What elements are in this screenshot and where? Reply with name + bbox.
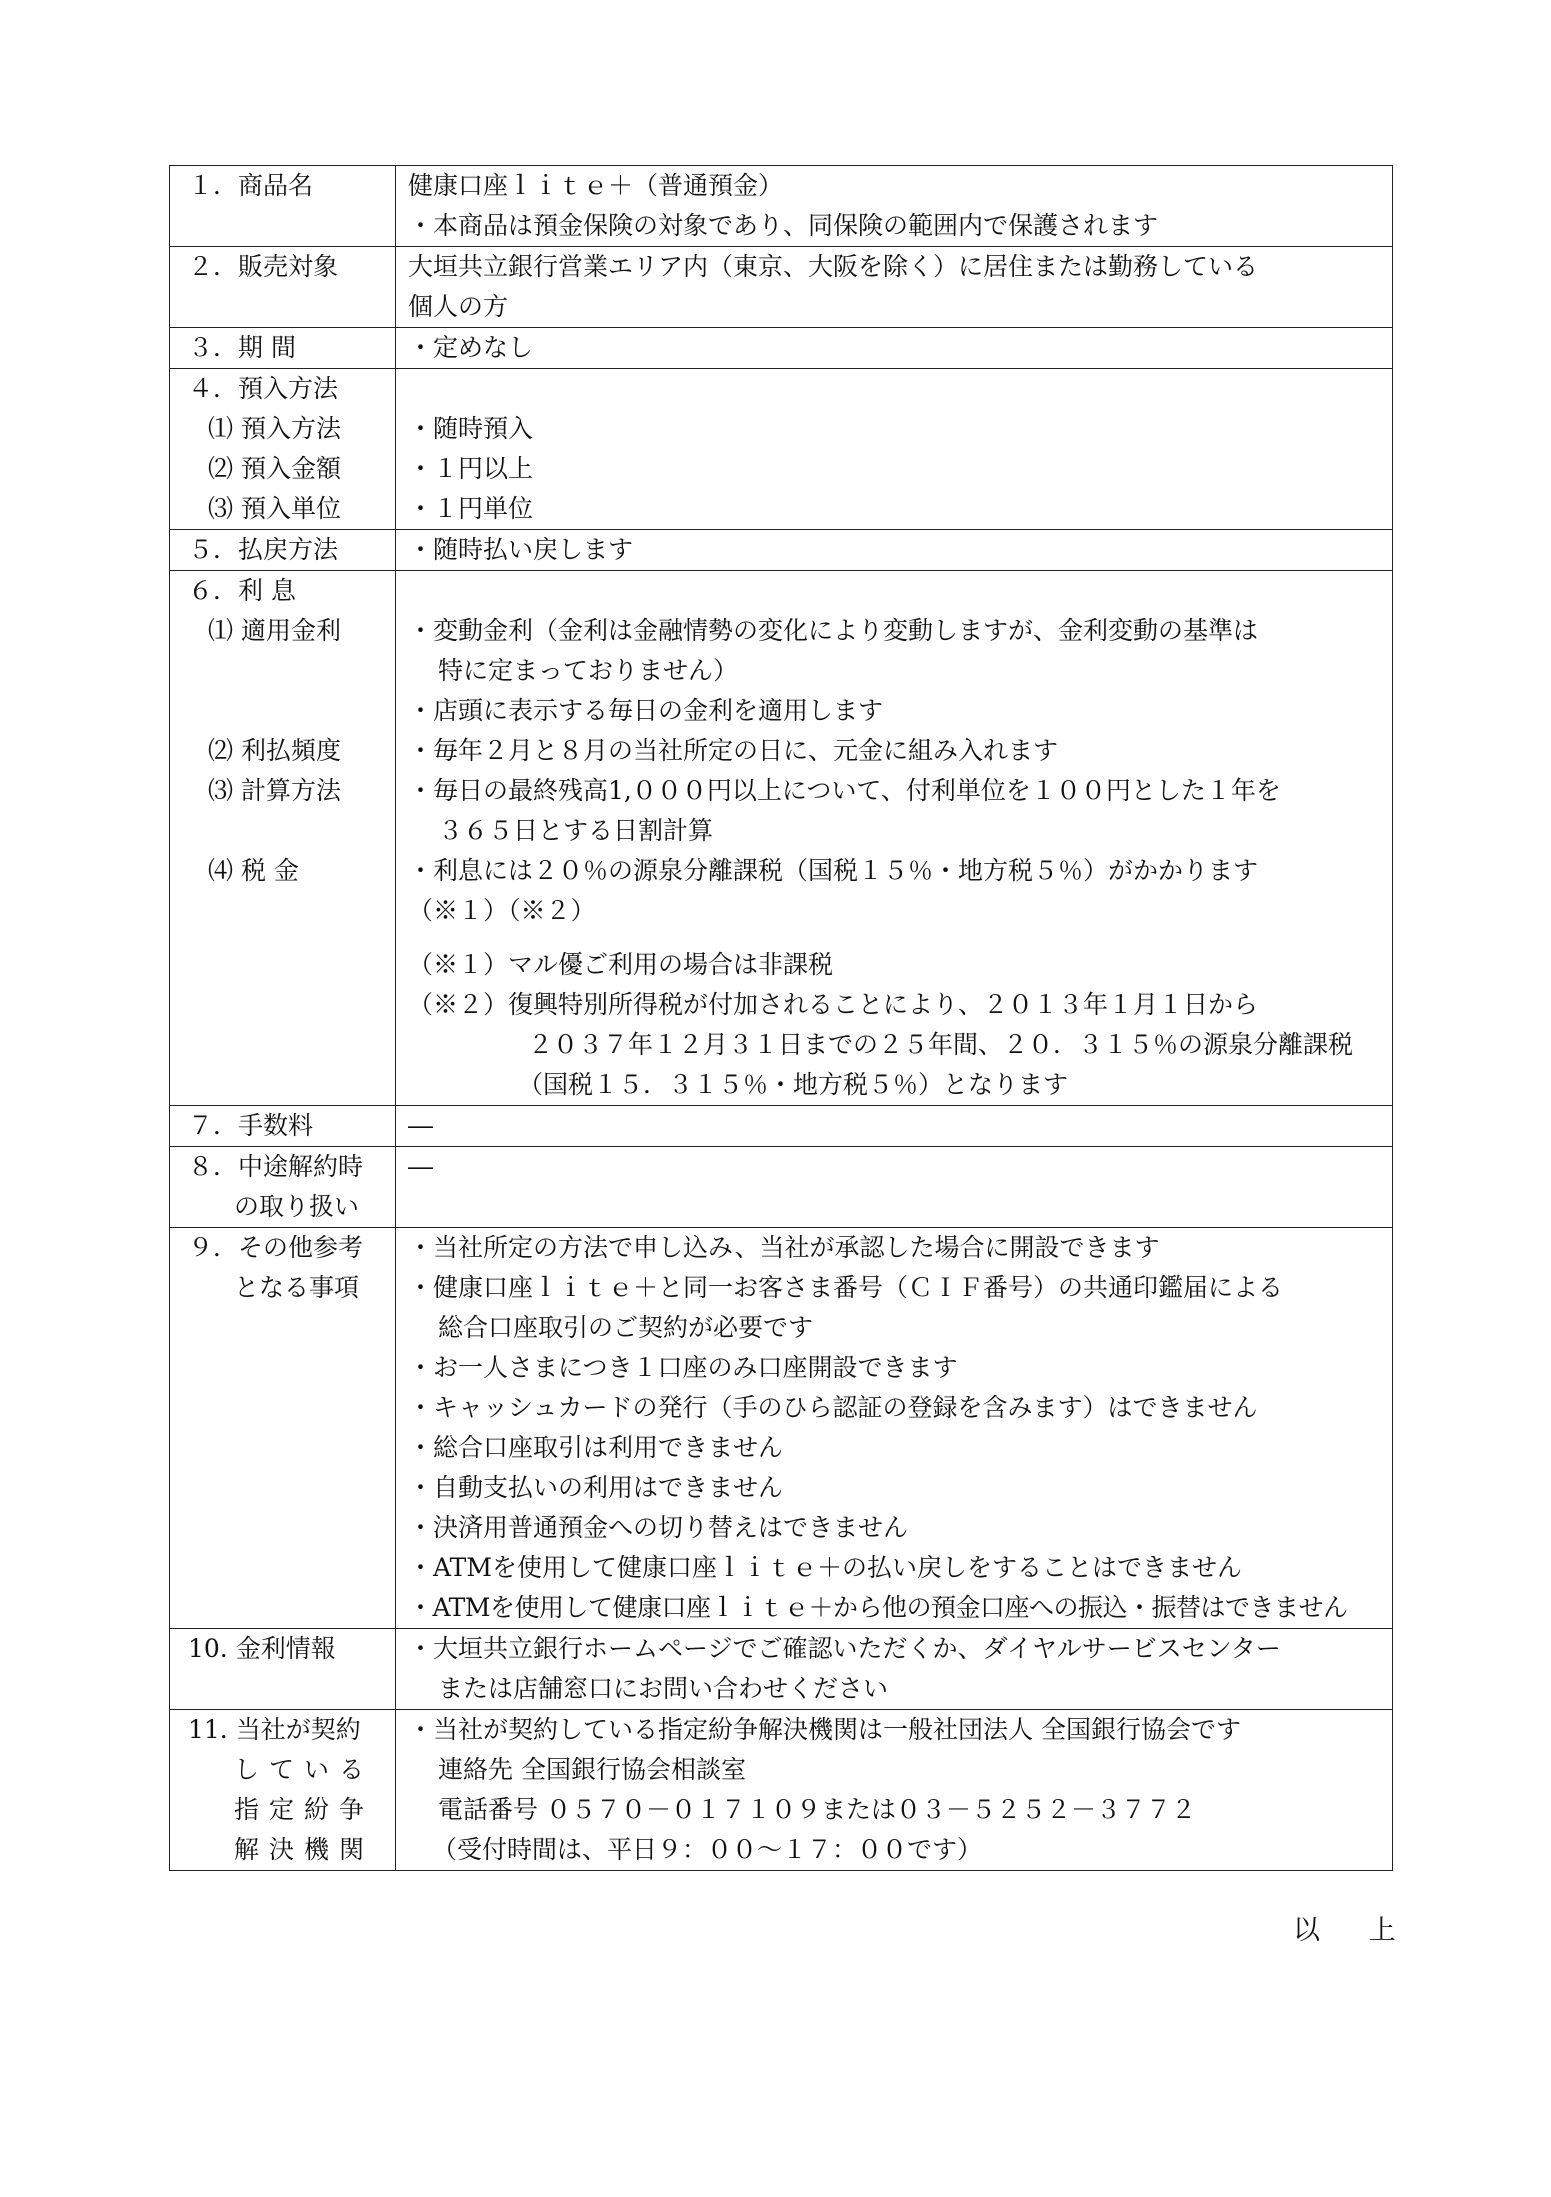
footnote: （※１）マル優ご利用の場合は非課税 — [408, 950, 834, 979]
row-text: ・毎日の最終残高1,０００円以上について、付利単位を１００円とした１年を — [408, 776, 1281, 805]
row-label: 指定紛争 — [234, 1795, 375, 1824]
product-spec-table — [169, 165, 1393, 1871]
row-text: ・キャッシュカードの発行（手のひら認証の登録を含みます）はできません — [408, 1393, 1258, 1422]
row-label: ８．中途解約時 — [188, 1152, 364, 1181]
table-row — [170, 1147, 1393, 1228]
product-name: 健康口座ｌｉｔｅ＋（普通預金） — [408, 171, 784, 200]
table-row — [170, 1106, 1393, 1147]
row-text: ・自動支払いの利用はできません — [408, 1473, 784, 1502]
row-text: ・随時預入 — [408, 414, 534, 443]
footnote: ２０３７年１２月３１日までの２５年間、２０．３１５％の源泉分離課税 — [528, 1030, 1354, 1059]
row-text: ・総合口座取引は利用できません — [408, 1433, 784, 1462]
row-text: ・ATMを使用して健康口座ｌｉｔｅ＋の払い戻しをすることはできません — [408, 1553, 1242, 1582]
row-text: （※１）（※２） — [408, 896, 596, 925]
row-text: ・大垣共立銀行ホームページでご確認いただくか、ダイヤルサービスセンター — [408, 1634, 1281, 1663]
row-label: の取り扱い — [234, 1192, 360, 1221]
row-text: ・店頭に表示する毎日の金利を適用します — [408, 696, 884, 725]
table-row — [170, 1710, 1393, 1871]
row-label: ６．利 息 — [188, 576, 296, 605]
row-text: ・当社所定の方法で申し込み、当社が承認した場合に開設できます — [408, 1233, 1160, 1262]
sub-label: ⑶ 計算方法 — [208, 776, 341, 805]
table-row — [170, 530, 1393, 571]
row-text: ・随時払い戻します — [408, 535, 634, 564]
row-text: 総合口座取引のご契約が必要です — [438, 1313, 814, 1342]
row-text: 連絡先 全国銀行協会相談室 — [438, 1755, 746, 1784]
row-text: ・１円単位 — [408, 494, 534, 523]
row-label: ２．販売対象 — [188, 252, 339, 281]
row-label: 11. 当社が契約 — [188, 1715, 361, 1744]
row-text: 大垣共立銀行営業エリア内（東京、大阪を除く）に居住または勤務している — [408, 252, 1259, 281]
row-label: ４．預入方法 — [188, 374, 339, 403]
row-text: ・毎年２月と８月の当社所定の日に、元金に組み入れます — [408, 736, 1059, 765]
sub-label: ⑴ 適用金利 — [208, 616, 341, 645]
sub-label: ⑵ 利払頻度 — [208, 736, 341, 765]
row-text: ― — [408, 1152, 433, 1181]
row-text: または店舗窓口にお問い合わせください — [438, 1674, 889, 1703]
row-label: となる事項 — [234, 1273, 360, 1302]
row-text: ・当社が契約している指定紛争解決機関は一般社団法人 全国銀行協会です — [408, 1715, 1241, 1744]
row-text: 個人の方 — [408, 292, 509, 321]
row-label: 10. 金利情報 — [188, 1634, 336, 1663]
row-label: ９．その他参考 — [188, 1233, 364, 1262]
table-row — [170, 166, 1393, 247]
table-row — [170, 247, 1393, 328]
table-row — [170, 571, 1393, 1106]
row-text: ・お一人さまにつき１口座のみ口座開設できます — [408, 1353, 958, 1382]
reception-hours: （受付時間は、平日９：００～１７：００です） — [432, 1835, 983, 1864]
row-label: ５．払戻方法 — [188, 535, 339, 564]
row-text: ・健康口座ｌｉｔｅ＋と同一お客さま番号（ＣＩＦ番号）の共通印鑑届による — [408, 1273, 1284, 1302]
row-text: ・１円以上 — [408, 454, 534, 483]
row-text: ・利息には２０％の源泉分離課税（国税１５％・地方税５％）がかかります — [408, 856, 1259, 885]
table-row — [170, 369, 1393, 530]
phone-number: 電話番号 ０５７０－０１７１０９または０３－５２５２－３７７２ — [438, 1795, 1196, 1824]
product-note: ・本商品は預金保険の対象であり、同保険の範囲内で保護されます — [408, 211, 1159, 240]
row-label: している — [234, 1755, 375, 1784]
footnote: （※２）復興特別所得税が付加されることにより、２０１３年１月１日から — [408, 990, 1259, 1019]
row-label: 解決機関 — [234, 1835, 375, 1864]
row-label: １．商品名 — [188, 171, 314, 200]
footnote: （国税１５．３１５％・地方税５％）となります — [518, 1070, 1069, 1099]
sub-label: ⑷ 税 金 — [208, 856, 299, 885]
row-text: ・変動金利（金利は金融情勢の変化により変動しますが、金利変動の基準は — [408, 616, 1259, 645]
row-label: ７．手数料 — [188, 1111, 314, 1140]
sub-label: ⑵ 預入金額 — [208, 454, 341, 483]
table-row — [170, 1228, 1393, 1629]
row-text: ・定めなし — [408, 333, 534, 362]
sub-label: ⑴ 預入方法 — [208, 414, 341, 443]
table-row — [170, 1629, 1393, 1710]
row-text: ３６５日とする日割計算 — [438, 816, 714, 845]
row-text: ・決済用普通預金への切り替えはできません — [408, 1513, 909, 1542]
sub-label: ⑶ 預入単位 — [208, 494, 341, 523]
closing-mark: 以 上 — [1293, 1915, 1416, 1946]
row-label: ３．期 間 — [188, 333, 296, 362]
row-text: ・ATMを使用して健康口座ｌｉｔｅ＋から他の預金口座への振込・振替はできません — [408, 1593, 1348, 1622]
row-text: ― — [408, 1111, 433, 1140]
table-row — [170, 328, 1393, 369]
row-text: 特に定まっておりません） — [438, 656, 739, 685]
